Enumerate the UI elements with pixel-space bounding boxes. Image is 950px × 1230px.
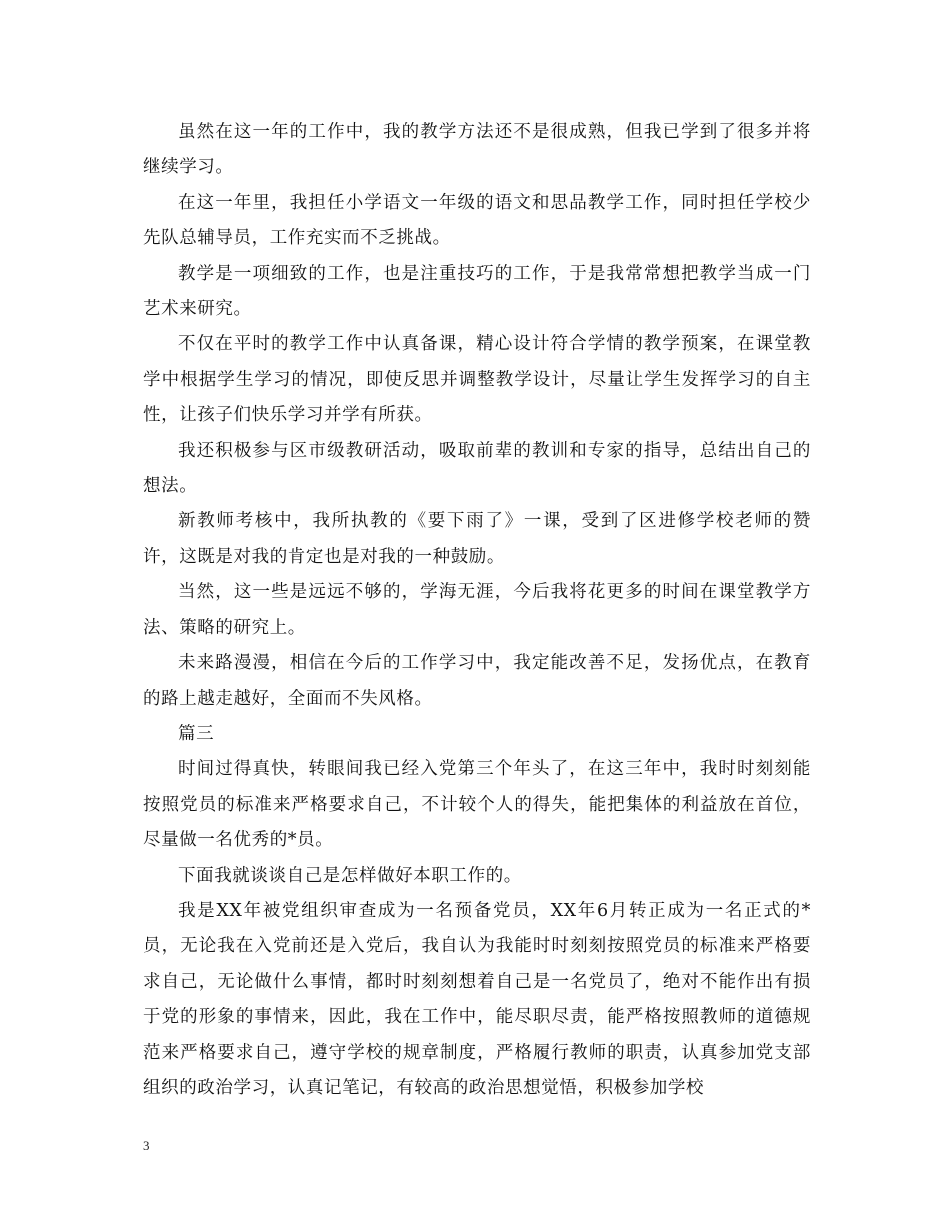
paragraph-1: 虽然在这一年的工作中，我的教学方法还不是很成熟，但我已学到了很多并将继续学习。	[143, 122, 811, 178]
paragraph-8: 未来路漫漫，相信在今后的工作学习中，我定能改善不足，发扬优点，在教育的路上越走越好，全面而不失风格。	[143, 653, 811, 709]
paragraph-10: 下面我就谈谈自己是怎样做好本职工作的。	[178, 865, 522, 886]
paragraph-4: 不仅在平时的教学工作中认真备课，精心设计符合学情的教学预案，在课堂教学中根据学生学习的情况，即使反思并调整教学设计，尽量让学生发挥学习的自主性，让孩子们快乐学习并学有所获。	[143, 334, 811, 426]
document-body	[143, 115, 811, 1106]
section-heading: 篇三	[178, 723, 215, 744]
paragraph-9: 时间过得真快，转眼间我已经入党第三个年头了，在这三年中，我时时刻刻能按照党员的标准来严格要求自己，不计较个人的得失，能把集体的利益放在首位，尽量做一名优秀的*员。	[143, 759, 811, 851]
page-number: 3	[143, 1138, 150, 1153]
paragraph-3: 教学是一项细致的工作，也是注重技巧的工作，于是我常常想把教学当成一门艺术来研究。	[143, 263, 811, 320]
paragraph-2: 在这一年里，我担任小学语文一年级的语文和思品教学工作，同时担任学校少先队总辅导员，工作充实而不乏挑战。	[143, 192, 811, 249]
paragraph-11: 我是XX年被党组织审查成为一名预备党员，XX年6月转正成为一名正式的*员，无论我在入党前还是入党后，我自认为我能时时刻刻按照党员的标准来严格要求自己，无论做什么事情，都时时刻刻想着自己是一名党员了，绝对不能作出有损于党的形象的事情来，因此，我在工作中，能尽职尽责，能严格按照教师的道德规范来严格要求自己，遵守学校的规章制度，严格履行教师的职责，认真参加党支部组织的政治学习，认真记笔记，有较高的政治思想觉悟，积极参加学校	[143, 900, 811, 1098]
paragraph-7: 当然，这一些是远远不够的，学海无涯，今后我将花更多的时间在课堂教学方法、策略的研究上。	[143, 582, 811, 638]
paragraph-6: 新教师考核中，我所执教的《要下雨了》一课，受到了区进修学校老师的赞许，这既是对我的肯定也是对我的一种鼓励。	[143, 511, 811, 567]
paragraph-5: 我还积极参与区市级教研活动，吸取前辈的教训和专家的指导，总结出自己的想法。	[143, 440, 811, 497]
